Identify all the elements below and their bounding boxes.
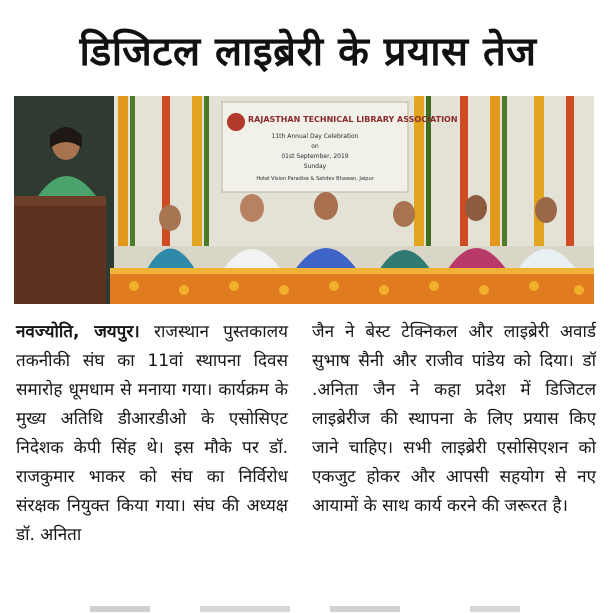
podium [14,196,106,304]
event-photo [14,96,594,304]
article-body-right: जैन ने बेस्ट टेक्निकल और लाइब्रेरी अवार्ड सुभाष सैनी और राजीव पांडेय को दिया। डॉ .अनिता जैन ने कहा प्रदेश में डिजिटल लाइब्रेरीज की स्थापना के लिए प्रयास किए जाने चाहिए। सभी लाइब्रेरी एसोसिएशन को एकजुट होकर और आपसी सहयोग से नए आयामों के साथ कार्य करने की जरूरत है। [312,322,596,516]
banner-line4: Sunday [303,163,327,170]
banner-org: RAJASTHAN TECHNICAL LIBRARY ASSOCIATION [248,115,458,124]
banner-line5: Hotel Vision Paradise & Sahdev Bhawan, Jaipur [256,176,374,182]
byline: नवज्योति, जयपुर। [16,322,140,342]
article-column-right [312,318,596,521]
headline: डिजिटल लाइब्रेरी के प्रयास तेज [79,29,537,75]
article-column-left [16,318,288,550]
banner-line3: 01st September, 2019 [281,153,349,160]
banner-line1: 11th Annual Day Celebration [271,133,359,140]
article-body-left: राजस्थान पुस्तकालय तकनीकी संघ का 11वां स्थापना दिवस समारोह धूमधाम से मनाया गया। कार्यक्रम के मुख्य अतिथि डीआरडीओ के एसोसिएट निदेशक केपी सिंह थे। इस मौके पर डॉ. राजकुमार भाकर को संघ का निर्विरोध संरक्षक नियुक्त किया गया। संघ की अध्यक्ष डॉ. अनिता [16,322,288,545]
banner-line2: on [311,143,319,150]
next-line-fragment [0,600,616,613]
